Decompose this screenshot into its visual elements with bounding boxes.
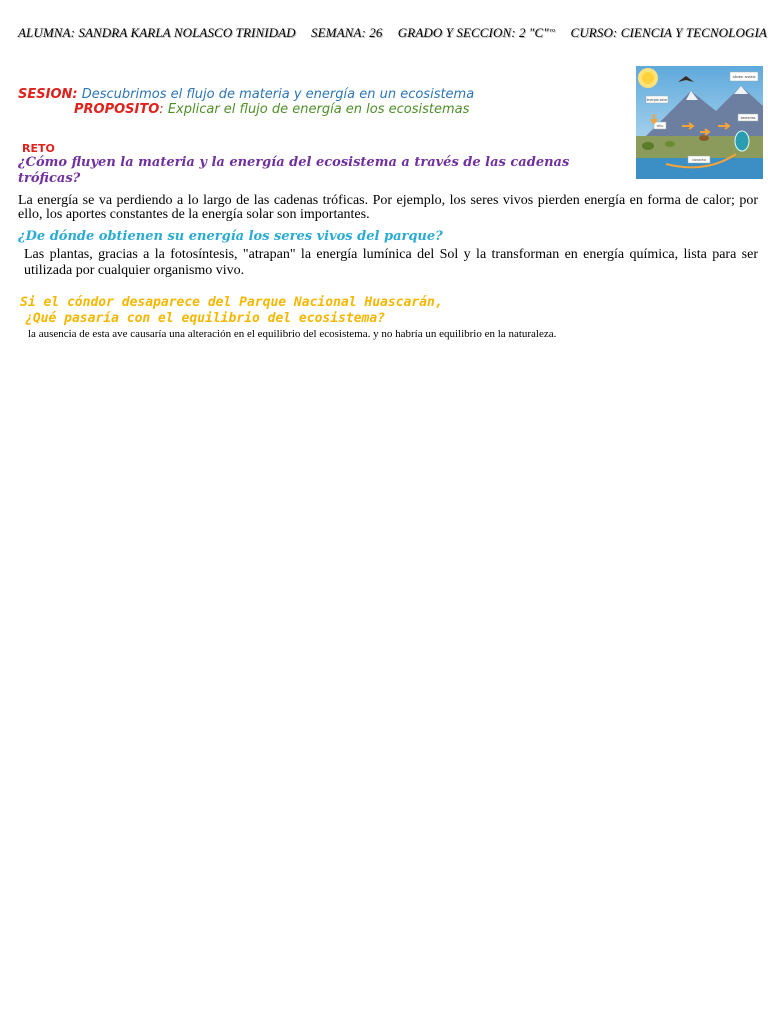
- challenge-answer: La energía se va perdiendo a lo largo de las cadenas tróficas. Por ejemplo, los seres vivos pierden energía en forma de calor; por ello, los aportes constantes de la energía solar son importantes.: [18, 193, 758, 222]
- challenge-label: RETO: [22, 142, 55, 155]
- question-condor-line1: Si el cóndor desaparece del Parque Nacional Huascarán,: [20, 295, 443, 310]
- svg-text:energía solar: energía solar: [646, 98, 668, 102]
- answer-condor: la ausencia de esta ave causaría una alteración en el equilibrio del ecosistema. y no habría un equilibrio en la naturaleza.: [28, 328, 557, 340]
- student-name: ALUMNA: SANDRA KARLA NOLASCO TRINIDAD: [18, 25, 296, 40]
- week-number: SEMANA: 26: [311, 25, 383, 40]
- course-name: CURSO: CIENCIA Y TECNOLOGIA: [570, 25, 767, 40]
- ecosystem-illustration: [636, 66, 763, 179]
- grade-section: GRADO Y SECCION: 2 "C"$^{ro}$: [397, 25, 556, 40]
- session-title: Descubrimos el flujo de materia y energía en un ecosistema: [81, 87, 475, 102]
- svg-text:ichu: ichu: [656, 124, 664, 128]
- session-label: SESION:: [18, 87, 78, 102]
- svg-text:vizcacha: vizcacha: [692, 158, 706, 162]
- challenge-question: ¿Cómo fluyen la materia y la energía del ecosistema a través de las cadenas tróficas?: [18, 155, 570, 186]
- answer-energy-source: Las plantas, gracias a la fotosíntesis, "atrapan" la energía lumínica del Sol y la transforman en energía química, lista para ser utilizada por cualquier organismo vivo.: [24, 247, 758, 278]
- question-energy-source: ¿De dónde obtienen su energía los seres vivos del parque?: [18, 229, 443, 244]
- question-condor: [20, 295, 540, 327]
- session-heading: [18, 87, 474, 102]
- question-condor-line2: ¿Qué pasaría con el equilibrio del ecosistema?: [25, 311, 386, 326]
- purpose-heading: PROPOSITO: Explicar el flujo de energía en los ecosistemas: [74, 102, 470, 117]
- svg-text:cóndor andino: cóndor andino: [732, 75, 756, 79]
- svg-text:bacterias: bacterias: [740, 116, 756, 120]
- student-header: [18, 25, 767, 41]
- purpose-label: PROPOSITO: [74, 102, 160, 117]
- purpose-text: Explicar el flujo de energía en los ecosistemas: [167, 102, 470, 117]
- ecosystem-energy-flow-icon: [636, 66, 763, 179]
